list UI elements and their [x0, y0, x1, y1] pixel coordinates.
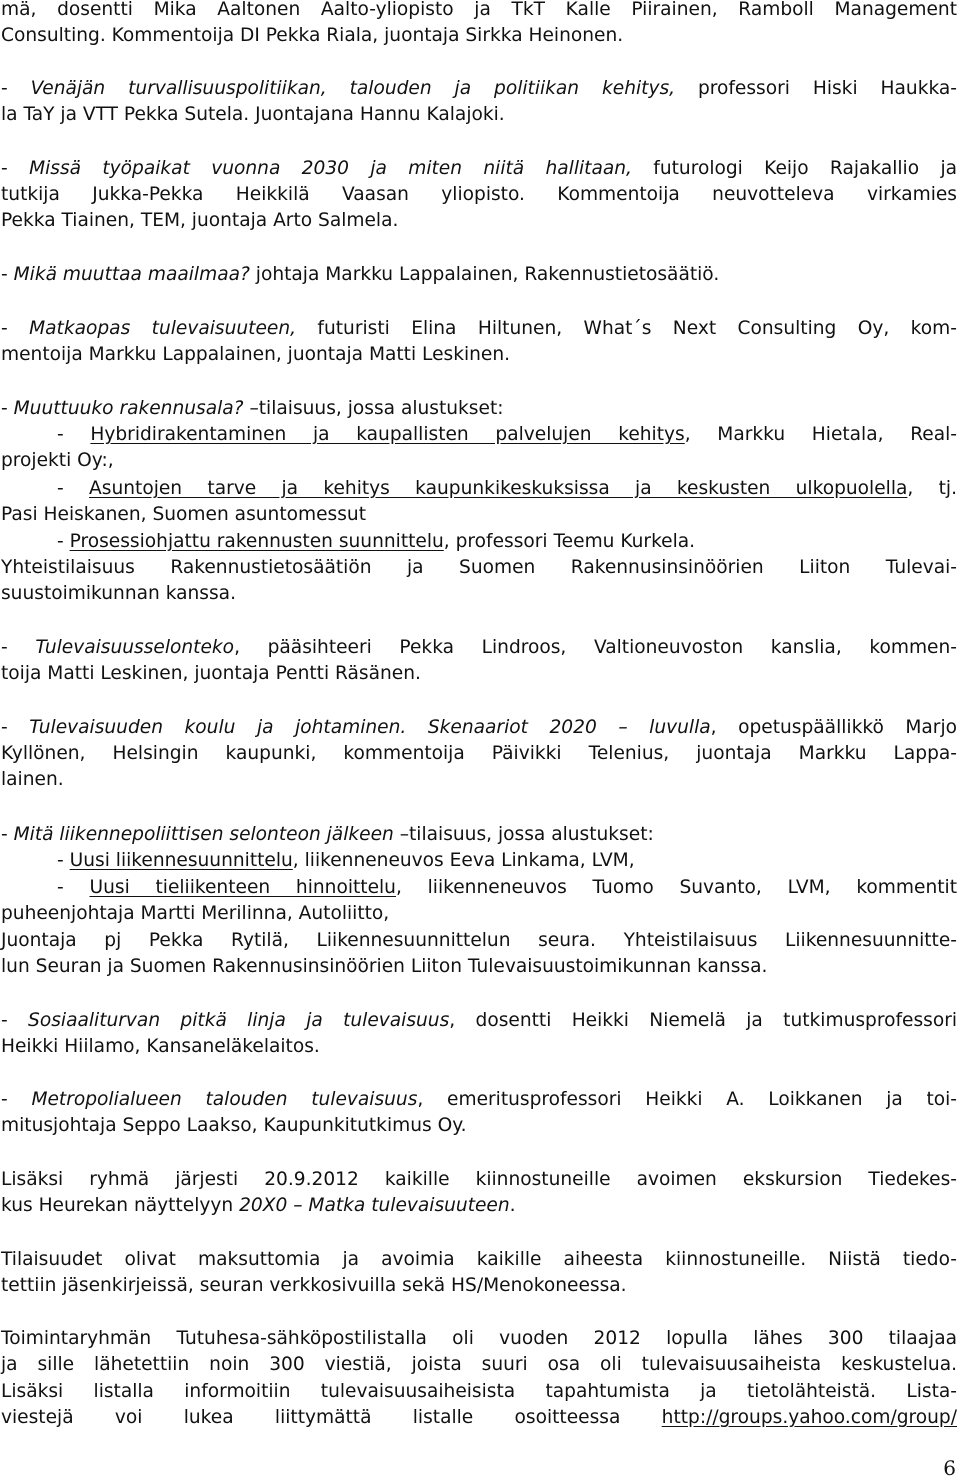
event-item: - Tulevaisuuden koulu ja johtaminen. Skenaariot 2020 – luvulla, opetuspäällikkö Marjo: [1, 717, 957, 738]
event-title: Matkaopas tulevaisuuteen,: [29, 318, 297, 339]
talk-title: Hybridirakentaminen ja kaupallisten palvelujen kehitys: [90, 424, 685, 445]
event-title: Mikä muuttaa maailmaa?: [13, 264, 250, 285]
text-line: Pasi Heiskanen, Suomen asuntomessut: [1, 504, 367, 525]
text-line: Pekka Tiainen, TEM, juontaja Arto Salmela.: [1, 210, 399, 231]
text-line: puheenjohtaja Martti Merilinna, Autoliitto,: [1, 903, 390, 924]
text-line: la TaY ja VTT Pekka Sutela. Juontajana Hannu Kalajoki.: [1, 104, 505, 125]
talk-item: - Asuntojen tarve ja kehitys kaupunkikeskuksissa ja keskusten ulkopuolella, tj.: [57, 478, 957, 499]
talk-item: - Uusi tieliikenteen hinnoittelu, liikenneneuvos Tuomo Suvanto, LVM, kommentit: [57, 877, 957, 898]
talk-title: Asuntojen tarve ja kehitys kaupunkikeskuksissa ja keskusten ulkopuolella: [89, 478, 908, 499]
text-line: toija Matti Leskinen, juontaja Pentti Räsänen.: [1, 663, 421, 684]
text-line: lainen.: [1, 769, 64, 790]
talk-title: Uusi liikennesuunnittelu: [69, 850, 293, 871]
groups-link[interactable]: http://groups.yahoo.com/group/: [661, 1407, 957, 1428]
exhibition-title: 20X0 – Matka tulevaisuuteen: [239, 1195, 510, 1216]
event-item: - Mitä liikennepoliittisen selonteon jälkeen –tilaisuus, jossa alustukset:: [1, 824, 654, 845]
event-title: Sosiaaliturvan pitkä linja ja tulevaisuus: [28, 1010, 450, 1031]
talk-title: Prosessiohjattu rakennusten suunnittelu: [69, 531, 444, 552]
text-line: Yhteistilaisuus Rakennustietosäätiön ja Suomen Rakennusinsinöörien Liiton Tulevai-: [1, 557, 957, 578]
text-line: Juontaja pj Pekka Rytilä, Liikennesuunnittelun seura. Yhteistilaisuus Liikennesuunnitte-: [1, 930, 957, 951]
text-line: kus Heurekan näyttelyyn 20X0 – Matka tulevaisuuteen.: [1, 1195, 516, 1216]
page-number: 6: [943, 1456, 956, 1480]
text-line: mentoija Markku Lappalainen, juontaja Matti Leskinen.: [1, 344, 511, 365]
event-item: - Muuttuuko rakennusala? –tilaisuus, jossa alustukset:: [1, 398, 504, 419]
event-item: - Metropolialueen talouden tulevaisuus, emeritusprofessori Heikki A. Loikkanen ja toi-: [1, 1089, 958, 1110]
event-item: - Tulevaisuusselonteko, pääsihteeri Pekka Lindroos, Valtioneuvoston kanslia, kommen-: [1, 637, 957, 658]
text-line: Toimintaryhmän Tutuhesa-sähköpostilistalla oli vuoden 2012 lopulla lähes 300 tilaajaa: [1, 1328, 957, 1349]
text-line: tettiin jäsenkirjeissä, seuran verkkosivuilla sekä HS/Menokoneessa.: [1, 1275, 627, 1296]
event-item: - Missä työpaikat vuonna 2030 ja miten niitä hallitaan, futurologi Keijo Rajakallio ja: [1, 158, 958, 179]
text-line: Lisäksi listalla informoitiin tulevaisuusaiheisista tapahtumista ja tietolähteistä. Lista-: [1, 1381, 957, 1402]
text-line: mitusjohtaja Seppo Laakso, Kaupunkitutkimus Oy.: [1, 1115, 467, 1136]
text-line: Kyllönen, Helsingin kaupunki, kommentoija Päivikki Telenius, juontaja Markku Lappa-: [1, 743, 957, 764]
text-line: Consulting. Kommentoija DI Pekka Riala, juontaja Sirkka Heinonen.: [1, 25, 624, 46]
text-line: projekti Oy:,: [1, 450, 114, 471]
talk-item: - Uusi liikennesuunnittelu, liikenneneuvos Eeva Linkama, LVM,: [57, 850, 635, 871]
talk-title: Uusi tieliikenteen hinnoittelu: [89, 877, 396, 898]
talk-item: - Prosessiohjattu rakennusten suunnittelu, professori Teemu Kurkela.: [57, 531, 696, 552]
text-line: mä, dosentti Mika Aaltonen Aalto-yliopisto ja TkT Kalle Piirainen, Ramboll Management: [1, 0, 957, 20]
event-item: - Mikä muuttaa maailmaa? johtaja Markku Lappalainen, Rakennustietosäätiö.: [1, 264, 720, 285]
text-line: ja sille lähetettiin noin 300 viestiä, joista suuri osa oli tulevaisuusaiheista keskustelua.: [1, 1354, 957, 1375]
text-line: Tilaisuudet olivat maksuttomia ja avoimia kaikille aiheesta kiinnostuneille. Niistä tiedo-: [1, 1249, 957, 1270]
text-line: tutkija Jukka-Pekka Heikkilä Vaasan yliopisto. Kommentoija neuvotteleva virkamies: [1, 184, 957, 205]
event-item: - Venäjän turvallisuuspolitiikan, talouden ja politiikan kehitys, professori Hiski Haukka-: [1, 78, 958, 99]
text-line: suustoimikunnan kanssa.: [1, 583, 236, 604]
event-item: - Matkaopas tulevaisuuteen, futuristi Elina Hiltunen, What´s Next Consulting Oy, kom-: [1, 318, 957, 339]
event-title: Metropolialueen talouden tulevaisuus: [31, 1089, 418, 1110]
event-title: Tulevaisuusselonteko: [35, 637, 235, 658]
text-line: Lisäksi ryhmä järjesti 20.9.2012 kaikille kiinnostuneille avoimen ekskursion Tiedekes-: [1, 1169, 957, 1190]
event-title: Muuttuuko rakennusala?: [13, 398, 244, 419]
text-line: viestejä voi lukea liittymättä listalle osoitteessa http://groups.yahoo.com/group/: [1, 1407, 957, 1428]
event-title: Tulevaisuuden koulu ja johtaminen. Skenaariot 2020 – luvulla: [29, 717, 711, 738]
talk-item: - Hybridirakentaminen ja kaupallisten palvelujen kehitys, Markku Hietala, Real-: [57, 424, 957, 445]
event-title: Venäjän turvallisuuspolitiikan, talouden ja politiikan kehitys,: [30, 78, 676, 99]
text-line: Heikki Hiilamo, Kansaneläkelaitos.: [1, 1036, 320, 1057]
event-title: Missä työpaikat vuonna 2030 ja miten niitä hallitaan,: [29, 158, 632, 179]
event-item: - Sosiaaliturvan pitkä linja ja tulevaisuus, dosentti Heikki Niemelä ja tutkimusprofessori: [1, 1010, 958, 1031]
text-line: lun Seuran ja Suomen Rakennusinsinöörien Liiton Tulevaisuustoimikunnan kanssa.: [1, 956, 768, 977]
event-title: Mitä liikennepoliittisen selonteon jälkeen: [13, 824, 394, 845]
